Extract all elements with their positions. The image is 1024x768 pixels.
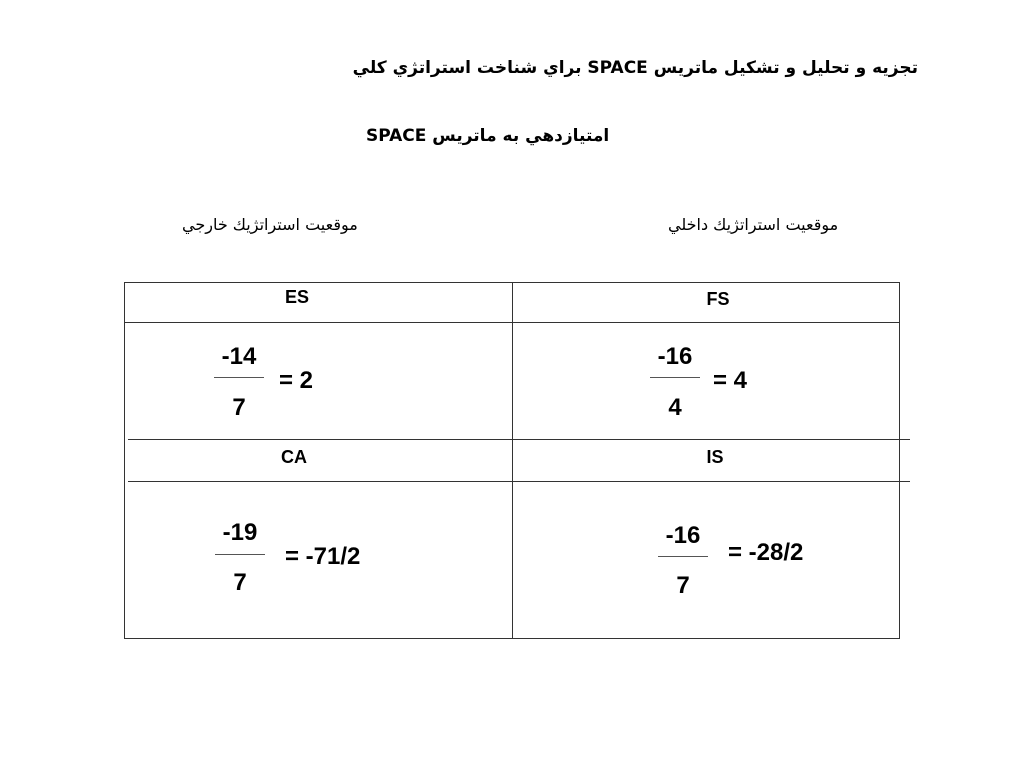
page-subtitle: امتیازدهي به ماتریس SPACE xyxy=(366,126,610,146)
ca-numerator: -19 xyxy=(222,519,258,546)
internal-position-label: موقعیت استراتژیك داخلي xyxy=(668,215,839,234)
ca-fraction-bar xyxy=(215,554,265,555)
fs-numerator: -16 xyxy=(657,343,693,370)
es-result: = 2 xyxy=(279,367,314,394)
ca-header: CA xyxy=(281,447,307,467)
space-matrix-table xyxy=(124,282,900,639)
page-title: تجزیه و تحلیل و تشکیل ماتریس SPACE براي شناخت استراتژي کلي xyxy=(352,58,918,78)
es-numerator: -14 xyxy=(221,343,257,370)
fs-result: = 4 xyxy=(713,367,748,394)
table-row-divider xyxy=(128,481,910,482)
is-fraction-bar xyxy=(658,556,708,557)
fs-header: FS xyxy=(706,289,730,309)
table-row-divider xyxy=(125,322,899,323)
is-numerator: -16 xyxy=(665,522,701,549)
table-row-divider xyxy=(128,439,910,440)
fs-fraction-bar xyxy=(650,377,700,378)
ca-result: = -71/2 xyxy=(285,543,361,570)
ca-denominator: 7 xyxy=(233,569,247,596)
table-column-divider xyxy=(512,283,513,638)
es-denominator: 7 xyxy=(232,394,246,421)
es-fraction-bar xyxy=(214,377,264,378)
es-header: ES xyxy=(284,287,309,307)
is-result: = -28/2 xyxy=(728,539,804,566)
is-header: IS xyxy=(706,447,724,467)
is-denominator: 7 xyxy=(676,572,690,599)
external-position-label: موقعیت استراتژیك خارجي xyxy=(182,215,358,234)
fs-denominator: 4 xyxy=(668,394,682,421)
